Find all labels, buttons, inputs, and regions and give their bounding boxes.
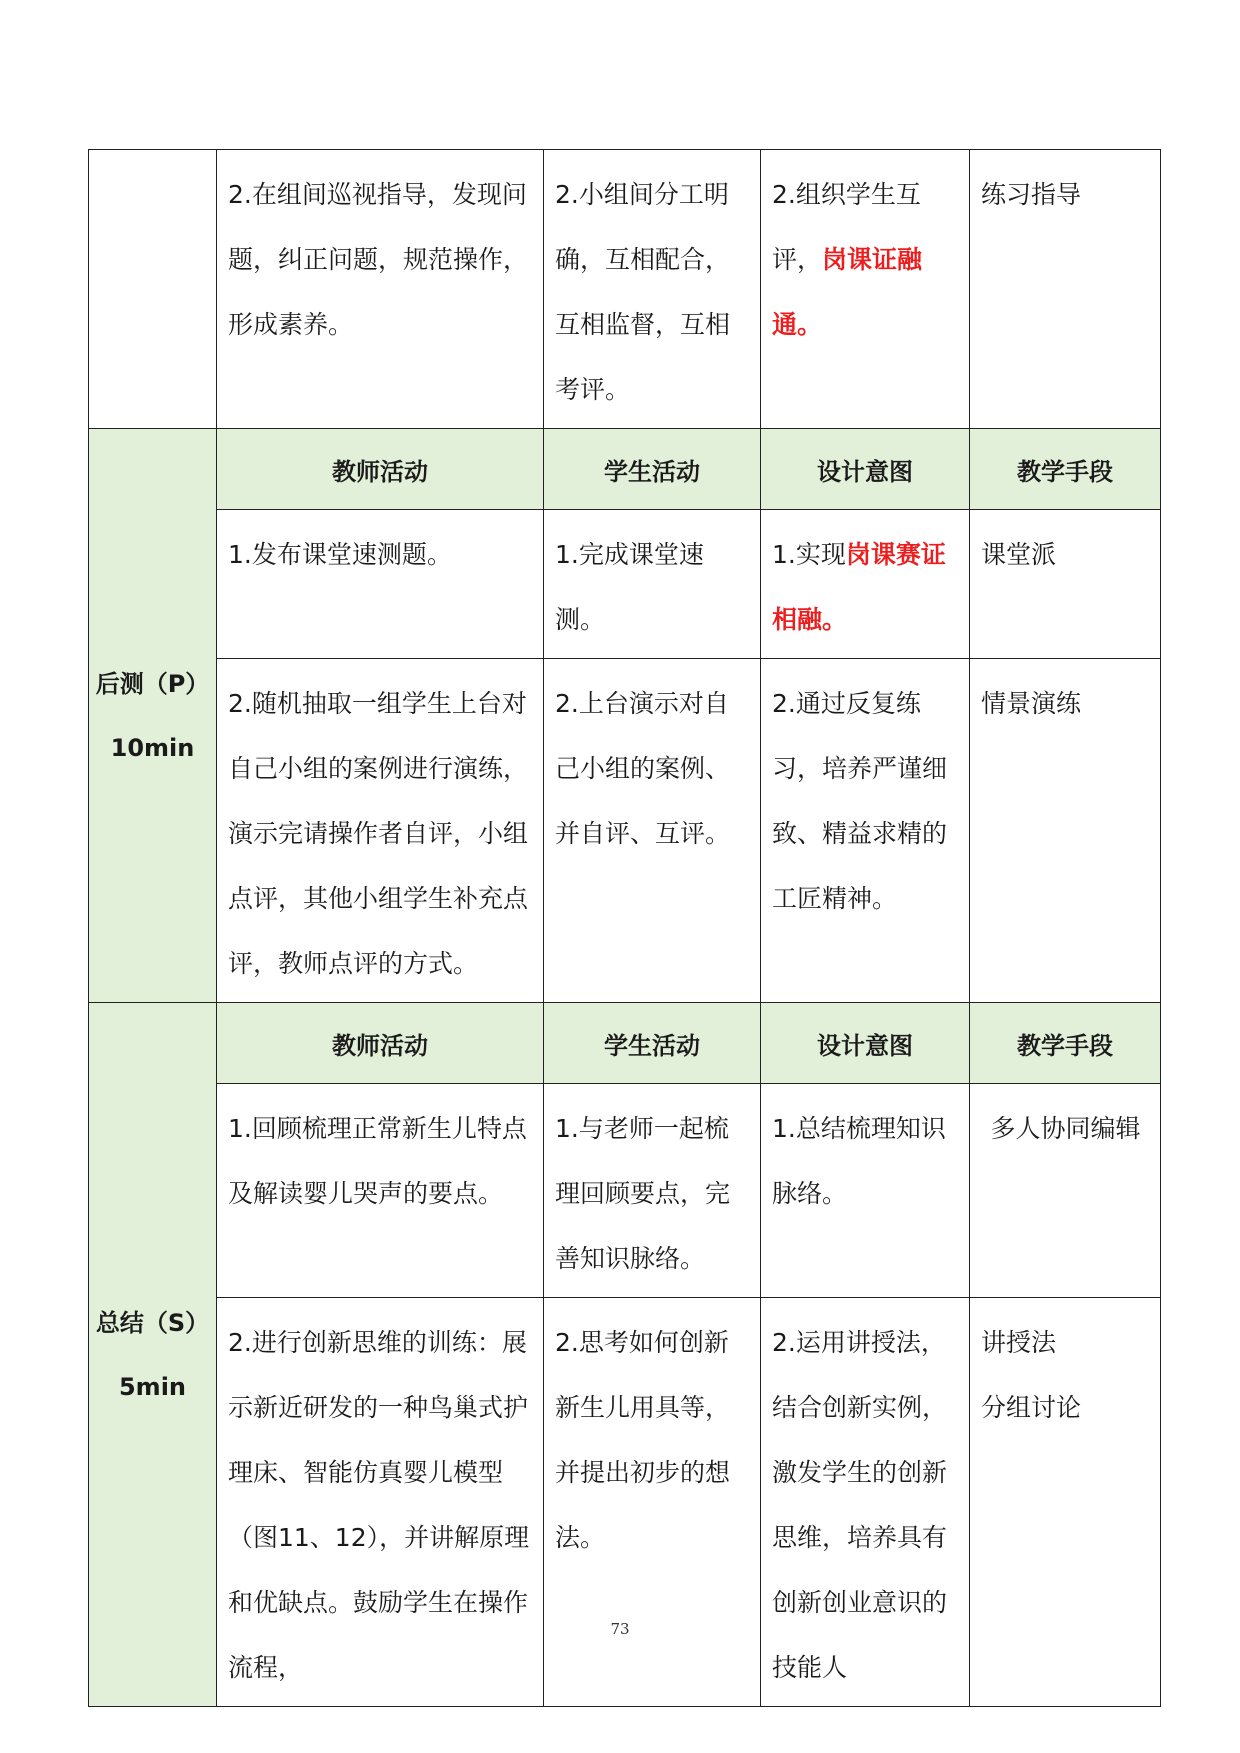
design-text: 1.实现 xyxy=(772,540,846,569)
student-activity-cell: 2.思考如何创新新生儿用具等，并提出初步的想法。 xyxy=(544,1298,761,1707)
header-student: 学生活动 xyxy=(544,429,761,510)
table-row xyxy=(89,659,1161,1003)
continuation-row xyxy=(89,150,1161,429)
teaching-means-cell: 练习指导 xyxy=(970,150,1161,429)
stage-name: 总结（S） xyxy=(95,1308,210,1337)
teacher-activity-cell: 2.在组间巡视指导，发现问题，纠正问题，规范操作，形成素养。 xyxy=(217,150,544,429)
highlight-text: 岗课赛证相融。 xyxy=(772,540,946,634)
design-intent-cell: 2.运用讲授法，结合创新实例，激发学生的创新思维，培养具有创新创业意识的技能人 xyxy=(761,1298,970,1707)
student-activity-cell: 1.完成课堂速测。 xyxy=(544,510,761,659)
teacher-activity-cell: 1.回顾梳理正常新生儿特点及解读婴儿哭声的要点。 xyxy=(217,1084,544,1298)
header-design: 设计意图 xyxy=(761,429,970,510)
stage-time: 10min xyxy=(110,733,195,762)
table-row xyxy=(89,1084,1161,1298)
highlight-text: 岗课证融通。 xyxy=(772,245,923,339)
header-student: 学生活动 xyxy=(544,1003,761,1084)
design-intent-cell: 1.总结梳理知识脉络。 xyxy=(761,1084,970,1298)
header-row xyxy=(89,1003,1161,1084)
lesson-plan-table xyxy=(88,149,1161,1707)
stage-cell-post-test xyxy=(89,429,217,1003)
student-activity-cell: 1.与老师一起梳理回顾要点，完善知识脉络。 xyxy=(544,1084,761,1298)
teacher-activity-cell: 1.发布课堂速测题。 xyxy=(217,510,544,659)
stage-cell-summary xyxy=(89,1003,217,1707)
page-number: 73 xyxy=(610,1620,630,1638)
stage-cell-empty xyxy=(89,150,217,429)
table-row xyxy=(89,510,1161,659)
means-line: 分组讨论 xyxy=(981,1393,1082,1422)
teacher-activity-cell: 2.进行创新思维的训练：展示新近研发的一种鸟巢式护理床、智能仿真婴儿模型（图11、12），并讲解原理和优缺点。鼓励学生在操作流程， xyxy=(217,1298,544,1707)
teaching-means-cell: 情景演练 xyxy=(970,659,1161,1003)
design-intent-cell xyxy=(761,510,970,659)
means-line: 讲授法 xyxy=(981,1328,1057,1357)
header-row xyxy=(89,429,1161,510)
teaching-means-cell: 课堂派 xyxy=(970,510,1161,659)
design-text: 2.组织学生互评， xyxy=(772,180,921,274)
stage-name: 后测（P） xyxy=(95,669,210,698)
table-row xyxy=(89,1298,1161,1707)
header-design: 设计意图 xyxy=(761,1003,970,1084)
header-means: 教学手段 xyxy=(970,1003,1161,1084)
teacher-activity-cell: 2.随机抽取一组学生上台对自己小组的案例进行演练，演示完请操作者自评，小组点评，其他小组学生补充点评，教师点评的方式。 xyxy=(217,659,544,1003)
teaching-means-cell: 多人协同编辑 xyxy=(970,1084,1161,1298)
teaching-means-cell xyxy=(970,1298,1161,1707)
student-activity-cell: 2.小组间分工明确，互相配合，互相监督，互相考评。 xyxy=(544,150,761,429)
student-activity-cell: 2.上台演示对自己小组的案例、并自评、互评。 xyxy=(544,659,761,1003)
design-intent-cell xyxy=(761,150,970,429)
design-intent-cell: 2.通过反复练习，培养严谨细致、精益求精的工匠精神。 xyxy=(761,659,970,1003)
header-means: 教学手段 xyxy=(970,429,1161,510)
header-teacher: 教师活动 xyxy=(217,1003,544,1084)
stage-time: 5min xyxy=(118,1372,187,1401)
header-teacher: 教师活动 xyxy=(217,429,544,510)
